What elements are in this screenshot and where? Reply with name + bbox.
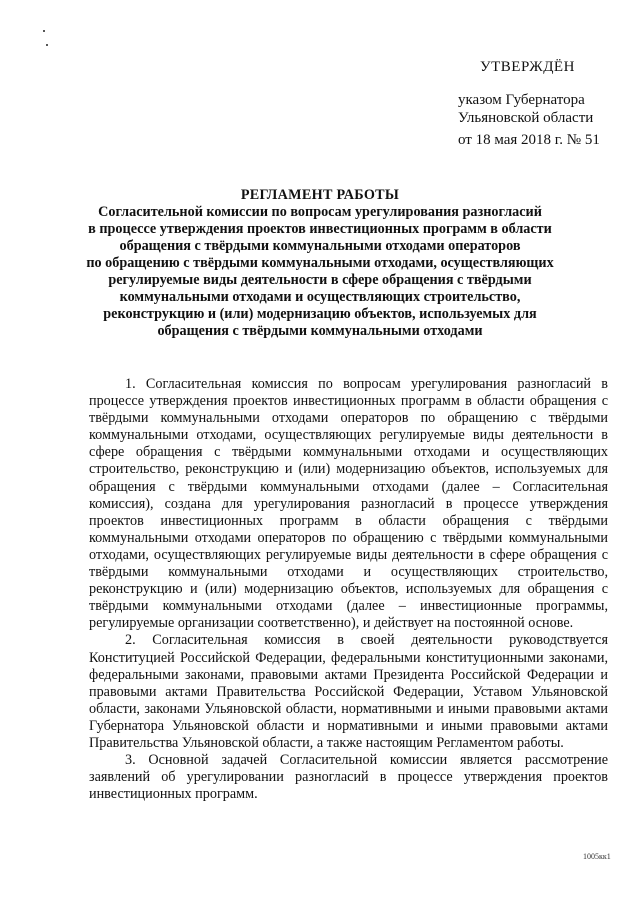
title-line: Согласительной комиссии по вопросам урегулирования разногласий — [98, 204, 542, 220]
approval-word: УТВЕРЖДЁН — [480, 59, 575, 75]
title-line: по обращению с твёрдыми коммунальными отходами, осуществляющих — [86, 255, 554, 271]
title-line: обращения с твёрдыми коммунальными отходами — [157, 323, 483, 339]
approval-date-number: от 18 мая 2018 г. № 51 — [458, 132, 600, 148]
approval-issuer: указом Губернатора — [458, 92, 585, 108]
title-line: реконструкцию и (или) модернизацию объектов, используемых для — [103, 306, 537, 322]
document-body — [89, 376, 608, 803]
document-title-main: РЕГЛАМЕНТ РАБОТЫ — [240, 187, 400, 203]
title-line: коммунальными отходами и осуществляющих строительство, — [119, 289, 521, 305]
paragraph-1: 1. Согласительная комиссия по вопросам урегулирования разногласий в процессе утверждения проектов инвестиционных программ в области обращения с твёрдыми коммунальными отходами операторов по обращению с твёрдыми коммунальными отходами, осуществляющих регулируемые виды деятельности в сфере обращения с твёрдыми коммунальными отходами и осуществляющих строительство, реконструкцию и (или) модернизацию объектов, используемых для обращения с твёрдыми коммунальными отходами (далее – Согласительная комиссия), создана для урегулирования разногласий в процессе утверждения проектов инвестиционных программ в области обращения с твёрдыми коммунальными отходами операторов по обращению с твёрдыми коммунальными отходами, осуществляющих регулируемые виды деятельности в сфере обращения с твёрдыми коммунальными отходами и осуществляющих строительство, реконструкцию и (или) модернизацию объектов, используемых для обращения с твёрдыми коммунальными отходами (далее – инвестиционные программы, регулируемые организации соответственно), и действует на постоянной основе. — [89, 376, 608, 632]
paragraph-2: 2. Согласительная комиссия в своей деятельности руководствуется Конституцией Российской Федерации, федеральными конституционными законами, федеральными законами, правовыми актами Президента Российской Федерации и правовыми актами Правительства Российской Федерации, Уставом Ульяновской области, законами Ульяновской области, нормативными и иными правовыми актами Губернатора Ульяновской области и нормативными и иными правовыми актами Правительства Ульяновской области, а также настоящим Регламентом работы. — [89, 632, 608, 751]
title-line: в процессе утверждения проектов инвестиционных программ в области — [88, 221, 552, 237]
title-line: регулируемые виды деятельности в сфере обращения с твёрдыми — [108, 272, 532, 288]
paragraph-3: 3. Основной задачей Согласительной комиссии является рассмотрение заявлений об урегулировании разногласий в процессе утверждения проектов инвестиционных программ. — [89, 752, 608, 803]
scan-speck — [46, 44, 48, 46]
footer-code: 1005кк1 — [583, 852, 611, 861]
approval-region: Ульяновской области — [458, 110, 594, 126]
document-title — [70, 187, 570, 340]
scan-speck — [43, 30, 45, 32]
title-line: обращения с твёрдыми коммунальными отходами операторов — [119, 238, 521, 254]
